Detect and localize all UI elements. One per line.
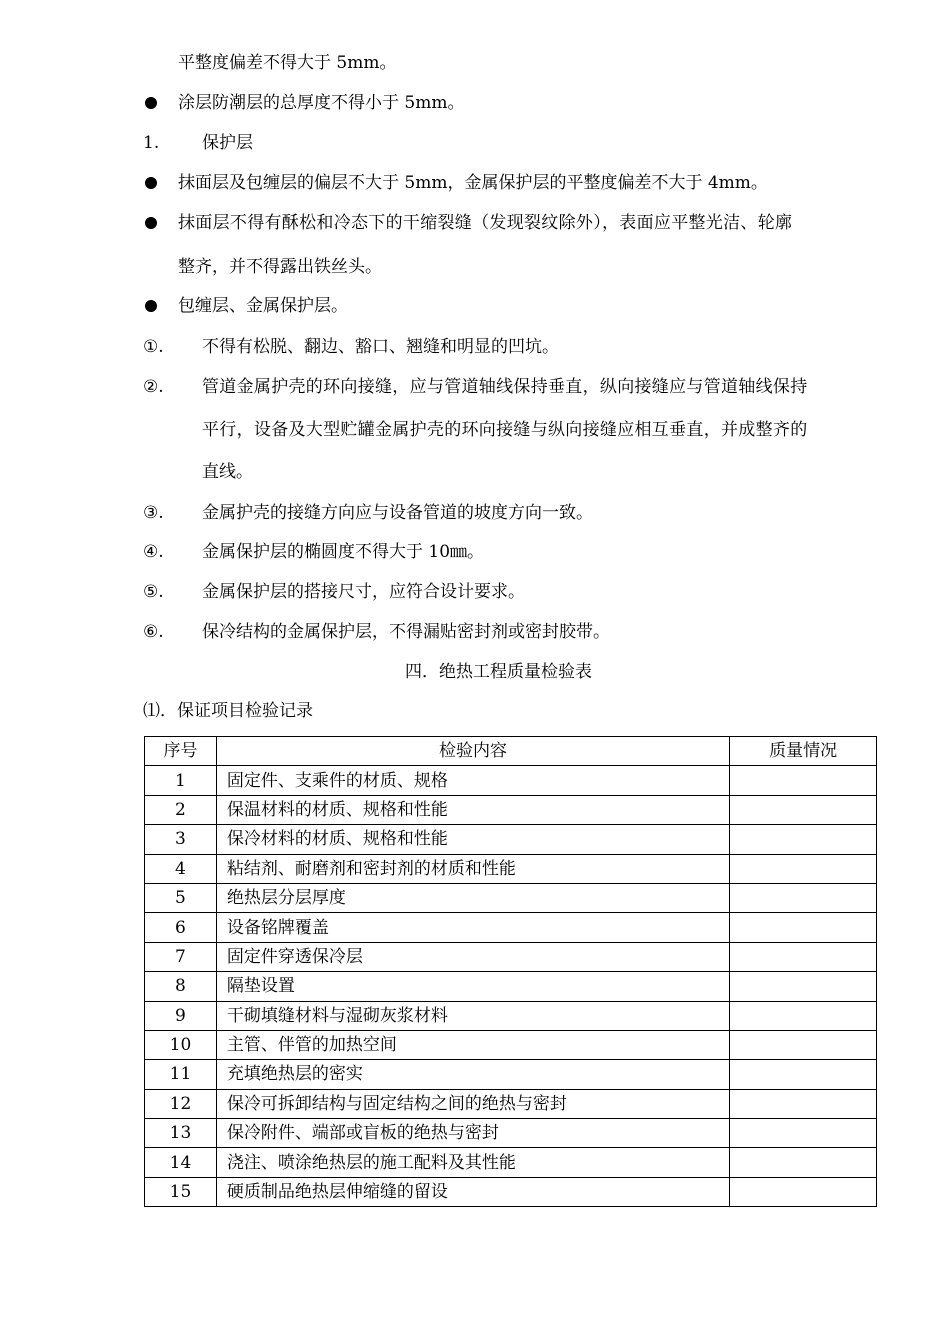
paragraph-cracks-line2: 整齐，并不得露出铁丝头。: [178, 257, 382, 277]
row-number: 4: [145, 854, 217, 883]
row-content: 保冷可拆卸结构与固定结构之间的绝热与密封: [216, 1089, 729, 1118]
row-quality: [730, 1001, 877, 1030]
row-number: 6: [145, 913, 217, 942]
subsection-title: ⑴．保证项目检验记录: [143, 701, 313, 721]
row-number: 12: [145, 1089, 217, 1118]
item-text: 管道金属护壳的环向接缝，应与管道轴线保持垂直，纵向接缝应与管道轴线保持: [202, 377, 808, 397]
row-content: 设备铭牌覆盖: [216, 913, 729, 942]
row-content: 固定件穿透保冷层: [216, 942, 729, 971]
paragraph-flatness: 平整度偏差不得大于 5mm。: [178, 53, 397, 73]
table-header-row: [145, 737, 877, 766]
row-content: 干砌填缝材料与湿砌灰浆材料: [216, 1001, 729, 1030]
row-content: 固定件、支乘件的材质、规格: [216, 766, 729, 795]
item-text: 金属保护层的搭接尺寸，应符合设计要求。: [202, 582, 525, 602]
item-text: 金属护壳的接缝方向应与设备管道的坡度方向一致。: [202, 503, 593, 523]
header-quality-status: 质量情况: [730, 737, 877, 766]
paragraph-deviation: 抹面层及包缠层的偏层不大于 5mm，金属保护层的平整度偏差不大于 4mm。: [178, 173, 768, 193]
table-row: [145, 1001, 877, 1030]
row-quality: [730, 1177, 877, 1206]
table-row: [145, 883, 877, 912]
header-serial-number: 序号: [145, 737, 217, 766]
row-quality: [730, 942, 877, 971]
row-number: 15: [145, 1177, 217, 1206]
table-row: [145, 913, 877, 942]
table-row: [145, 1119, 877, 1148]
table-row: [145, 825, 877, 854]
row-content: 绝热层分层厚度: [216, 883, 729, 912]
table-row: [145, 795, 877, 824]
row-number: 9: [145, 1001, 217, 1030]
item-marker: ⑤.: [143, 582, 164, 602]
row-number: 13: [145, 1119, 217, 1148]
row-number: 10: [145, 1030, 217, 1059]
bullet-icon: [145, 97, 157, 109]
table-row: [145, 1030, 877, 1059]
row-content: 隔垫设置: [216, 972, 729, 1001]
table-row: [145, 1148, 877, 1177]
row-quality: [730, 913, 877, 942]
row-quality: [730, 795, 877, 824]
paragraph-cracks-line1: 抹面层不得有酥松和冷态下的干缩裂缝（发现裂纹除外），表面应平整光洁、轮廓: [178, 213, 793, 233]
table-row: [145, 854, 877, 883]
table-row: [145, 766, 877, 795]
table-row: [145, 1060, 877, 1089]
table-row: [145, 1089, 877, 1118]
bullet-icon: [145, 300, 157, 312]
row-content: 浇注、喷涂绝热层的施工配料及其性能: [216, 1148, 729, 1177]
row-number: 14: [145, 1148, 217, 1177]
item-text: 保冷结构的金属保护层，不得漏贴密封剂或密封胶带。: [202, 622, 610, 642]
table-row: [145, 972, 877, 1001]
row-content: 保冷材料的材质、规格和性能: [216, 825, 729, 854]
row-number: 11: [145, 1060, 217, 1089]
row-quality: [730, 1060, 877, 1089]
item-text: 金属保护层的椭圆度不得大于 10㎜。: [202, 542, 485, 562]
row-quality: [730, 1089, 877, 1118]
section-number: 1.: [143, 133, 160, 153]
row-quality: [730, 883, 877, 912]
row-number: 8: [145, 972, 217, 1001]
item-marker: ①.: [143, 337, 164, 357]
row-quality: [730, 1119, 877, 1148]
inspection-table: [144, 736, 877, 1207]
row-content: 充填绝热层的密实: [216, 1060, 729, 1089]
item-marker: ③.: [143, 503, 164, 523]
row-number: 3: [145, 825, 217, 854]
row-number: 5: [145, 883, 217, 912]
row-quality: [730, 825, 877, 854]
row-content: 保冷附件、端部或盲板的绝热与密封: [216, 1119, 729, 1148]
row-quality: [730, 766, 877, 795]
row-quality: [730, 972, 877, 1001]
item-text: 平行，设备及大型贮罐金属护壳的环向接缝与纵向接缝应相互垂直，并成整齐的: [202, 420, 808, 440]
item-marker: ⑥.: [143, 622, 164, 642]
header-inspection-content: 检验内容: [216, 737, 729, 766]
row-content: 保温材料的材质、规格和性能: [216, 795, 729, 824]
section-title-protective-layer: 保护层: [202, 133, 253, 153]
item-marker: ④.: [143, 542, 164, 562]
item-text: 直线。: [202, 462, 253, 482]
bullet-icon: [145, 177, 157, 189]
row-content: 粘结剂、耐磨剂和密封剂的材质和性能: [216, 854, 729, 883]
row-number: 7: [145, 942, 217, 971]
item-marker: ②.: [143, 377, 164, 397]
paragraph-coating-thickness: 涂层防潮层的总厚度不得小于 5mm。: [178, 93, 465, 113]
row-quality: [730, 854, 877, 883]
table-row: [145, 1177, 877, 1206]
section-title: 四．绝热工程质量检验表: [405, 662, 592, 682]
item-text: 不得有松脱、翻边、豁口、翘缝和明显的凹坑。: [202, 337, 559, 357]
table-row: [145, 942, 877, 971]
bullet-icon: [145, 217, 157, 229]
row-content: 主管、伴管的加热空间: [216, 1030, 729, 1059]
paragraph-wrapping-layer: 包缠层、金属保护层。: [178, 296, 348, 316]
row-quality: [730, 1148, 877, 1177]
row-content: 硬质制品绝热层伸缩缝的留设: [216, 1177, 729, 1206]
row-quality: [730, 1030, 877, 1059]
row-number: 1: [145, 766, 217, 795]
row-number: 2: [145, 795, 217, 824]
